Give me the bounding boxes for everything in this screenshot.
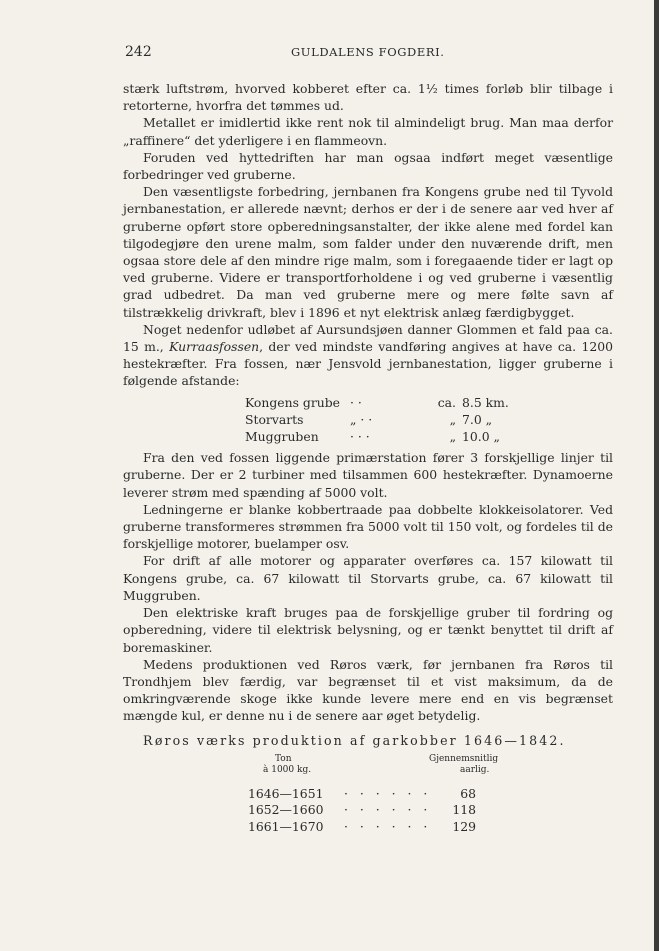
page-number: 242 (125, 44, 152, 60)
text-run: Noget nedenfor udløbet af Aursundsjøen danner Glommen et fald paa ca. 15 m., (123, 321, 613, 355)
mine-name: Storvarts (245, 411, 304, 427)
mine-name: Muggruben (245, 429, 319, 445)
column-head-average: Gjennemsnitlig (429, 753, 499, 764)
distance-value: 7.0 „ (462, 411, 493, 427)
paragraph: Medens produktionen ved Røros værk, før jernbanen fra Røros til Trondhjem blev færdig, var begrænset til et vist maksimum, da de omkringværende skoge ikke kunde levere mere end en vis begrænset mængde kul, er denne nu i de senere aar øget betydelig. (123, 656, 613, 724)
column-subhead-tons: à 1000 kg. (263, 764, 312, 775)
table-row (248, 802, 613, 819)
section-title: Røros værks produktion af garkobber 1646—1842. (143, 732, 566, 748)
value-cell: 118 (452, 802, 476, 818)
book-spine-edge (654, 0, 659, 951)
approx-label: ca. (437, 394, 456, 410)
distance-table (245, 394, 613, 446)
paragraph-falls (123, 321, 613, 390)
italic-place-name: Kurraasfossen (169, 339, 260, 355)
value-cell: 68 (460, 785, 476, 801)
paragraph: Den elektriske kraft bruges paa de forskjellige gruber til fordring og opberedning, videre til elektrisk belysning, og er tænkt benyttet til drift af boremaskiner. (123, 605, 613, 655)
period-cell: 1646—1651 (248, 785, 324, 801)
leader-dots: · · · · · · (344, 819, 432, 835)
paragraph: For drift af alle motorer og apparater overføres ca. 157 kilowatt til Kongens grube, ca. 67 kilowatt til Storvarts grube, ca. 67 kilowatt til Muggruben. (123, 553, 613, 603)
leader-dots: · · · (350, 429, 370, 445)
page-header (123, 44, 613, 68)
mine-name: Kongens grube (245, 394, 341, 410)
leader-dots: · · (350, 394, 362, 410)
running-head: GULDALENS FOGDERI. (291, 45, 445, 59)
column-subhead-average: aarlig. (460, 764, 490, 775)
period-cell: 1652—1660 (248, 802, 324, 818)
distance-value: 8.5 km. (462, 394, 509, 410)
paragraph: stærk luftstrøm, hvorved kobberet efter ca. 1½ times forløb blir tilbage i retorterne, hvorfra det tømmes ud. (123, 81, 613, 114)
production-table-header (123, 752, 613, 786)
table-row (248, 786, 613, 803)
paragraph: Metallet er imidlertid ikke rent nok til almindeligt brug. Man maa derfor „raffinere“ det yderligere i en flammeovn. (123, 115, 613, 148)
column-head-tons: Ton (275, 753, 292, 764)
book-page (123, 44, 613, 836)
paragraph: Foruden ved hyttedriften har man ogsaa indført meget væsentlige forbedringer ved gruberne. (123, 149, 613, 183)
leader-dots: „ · · (350, 411, 373, 427)
leader-dots: · · · · · · (344, 802, 432, 818)
body-text (123, 80, 613, 725)
distance-row (245, 411, 613, 428)
value-cell: 129 (452, 819, 476, 835)
distance-row (245, 394, 613, 411)
distance-row (245, 428, 613, 445)
approx-label: „ (449, 429, 456, 445)
leader-dots: · · · · · · (344, 785, 432, 801)
paragraph: Fra den ved fossen liggende primærstation fører 3 forskjellige linjer til gruberne. Der er 2 turbiner med tilsammen 600 hestekræfter. Dynamoerne leverer strøm med spænding af 5000 volt. (123, 450, 613, 500)
table-row (248, 819, 613, 836)
paragraph: Ledningerne er blanke kobbertraade paa dobbelte klokkeisolatorer. Ved gruberne transformeres strømmen fra 5000 volt til 150 volt, og fordeles til de forskjellige motorer, buelamper osv. (123, 501, 613, 552)
period-cell: 1661—1670 (248, 819, 324, 835)
distance-value: 10.0 „ (462, 429, 500, 445)
approx-label: „ (449, 411, 456, 427)
paragraph: Den væsentligste forbedring, jernbanen fra Kongens grube ned til Tyvold jernbanestation, er allerede nævnt; derhos er der i de senere aar ved hver af gruberne opført store opberedningsanstalter, der ikke alene med fordel kan tilgodegjøre den urene malm, som falder under den nuværende drift, men ogsaa store dele af den mindre rige malm, som i foregaaende tider er lagt op ved gruberne. Videre er transportforholdene i og ved gruberne i væsentlig grad udbedret. Da man ved gruberne mere og mere følte savn af tilstrækkelig drivkraft, blev i 1896 et nyt elektrisk anlæg færdigbygget. (123, 184, 613, 320)
production-table (248, 786, 613, 836)
text-run: , der ved mindste vandføring angives at have ca. 1200 hestekræfter. Fra fossen, nær Jensvold jernbanestation, ligger gruberne i følgende afstande: (123, 339, 613, 389)
